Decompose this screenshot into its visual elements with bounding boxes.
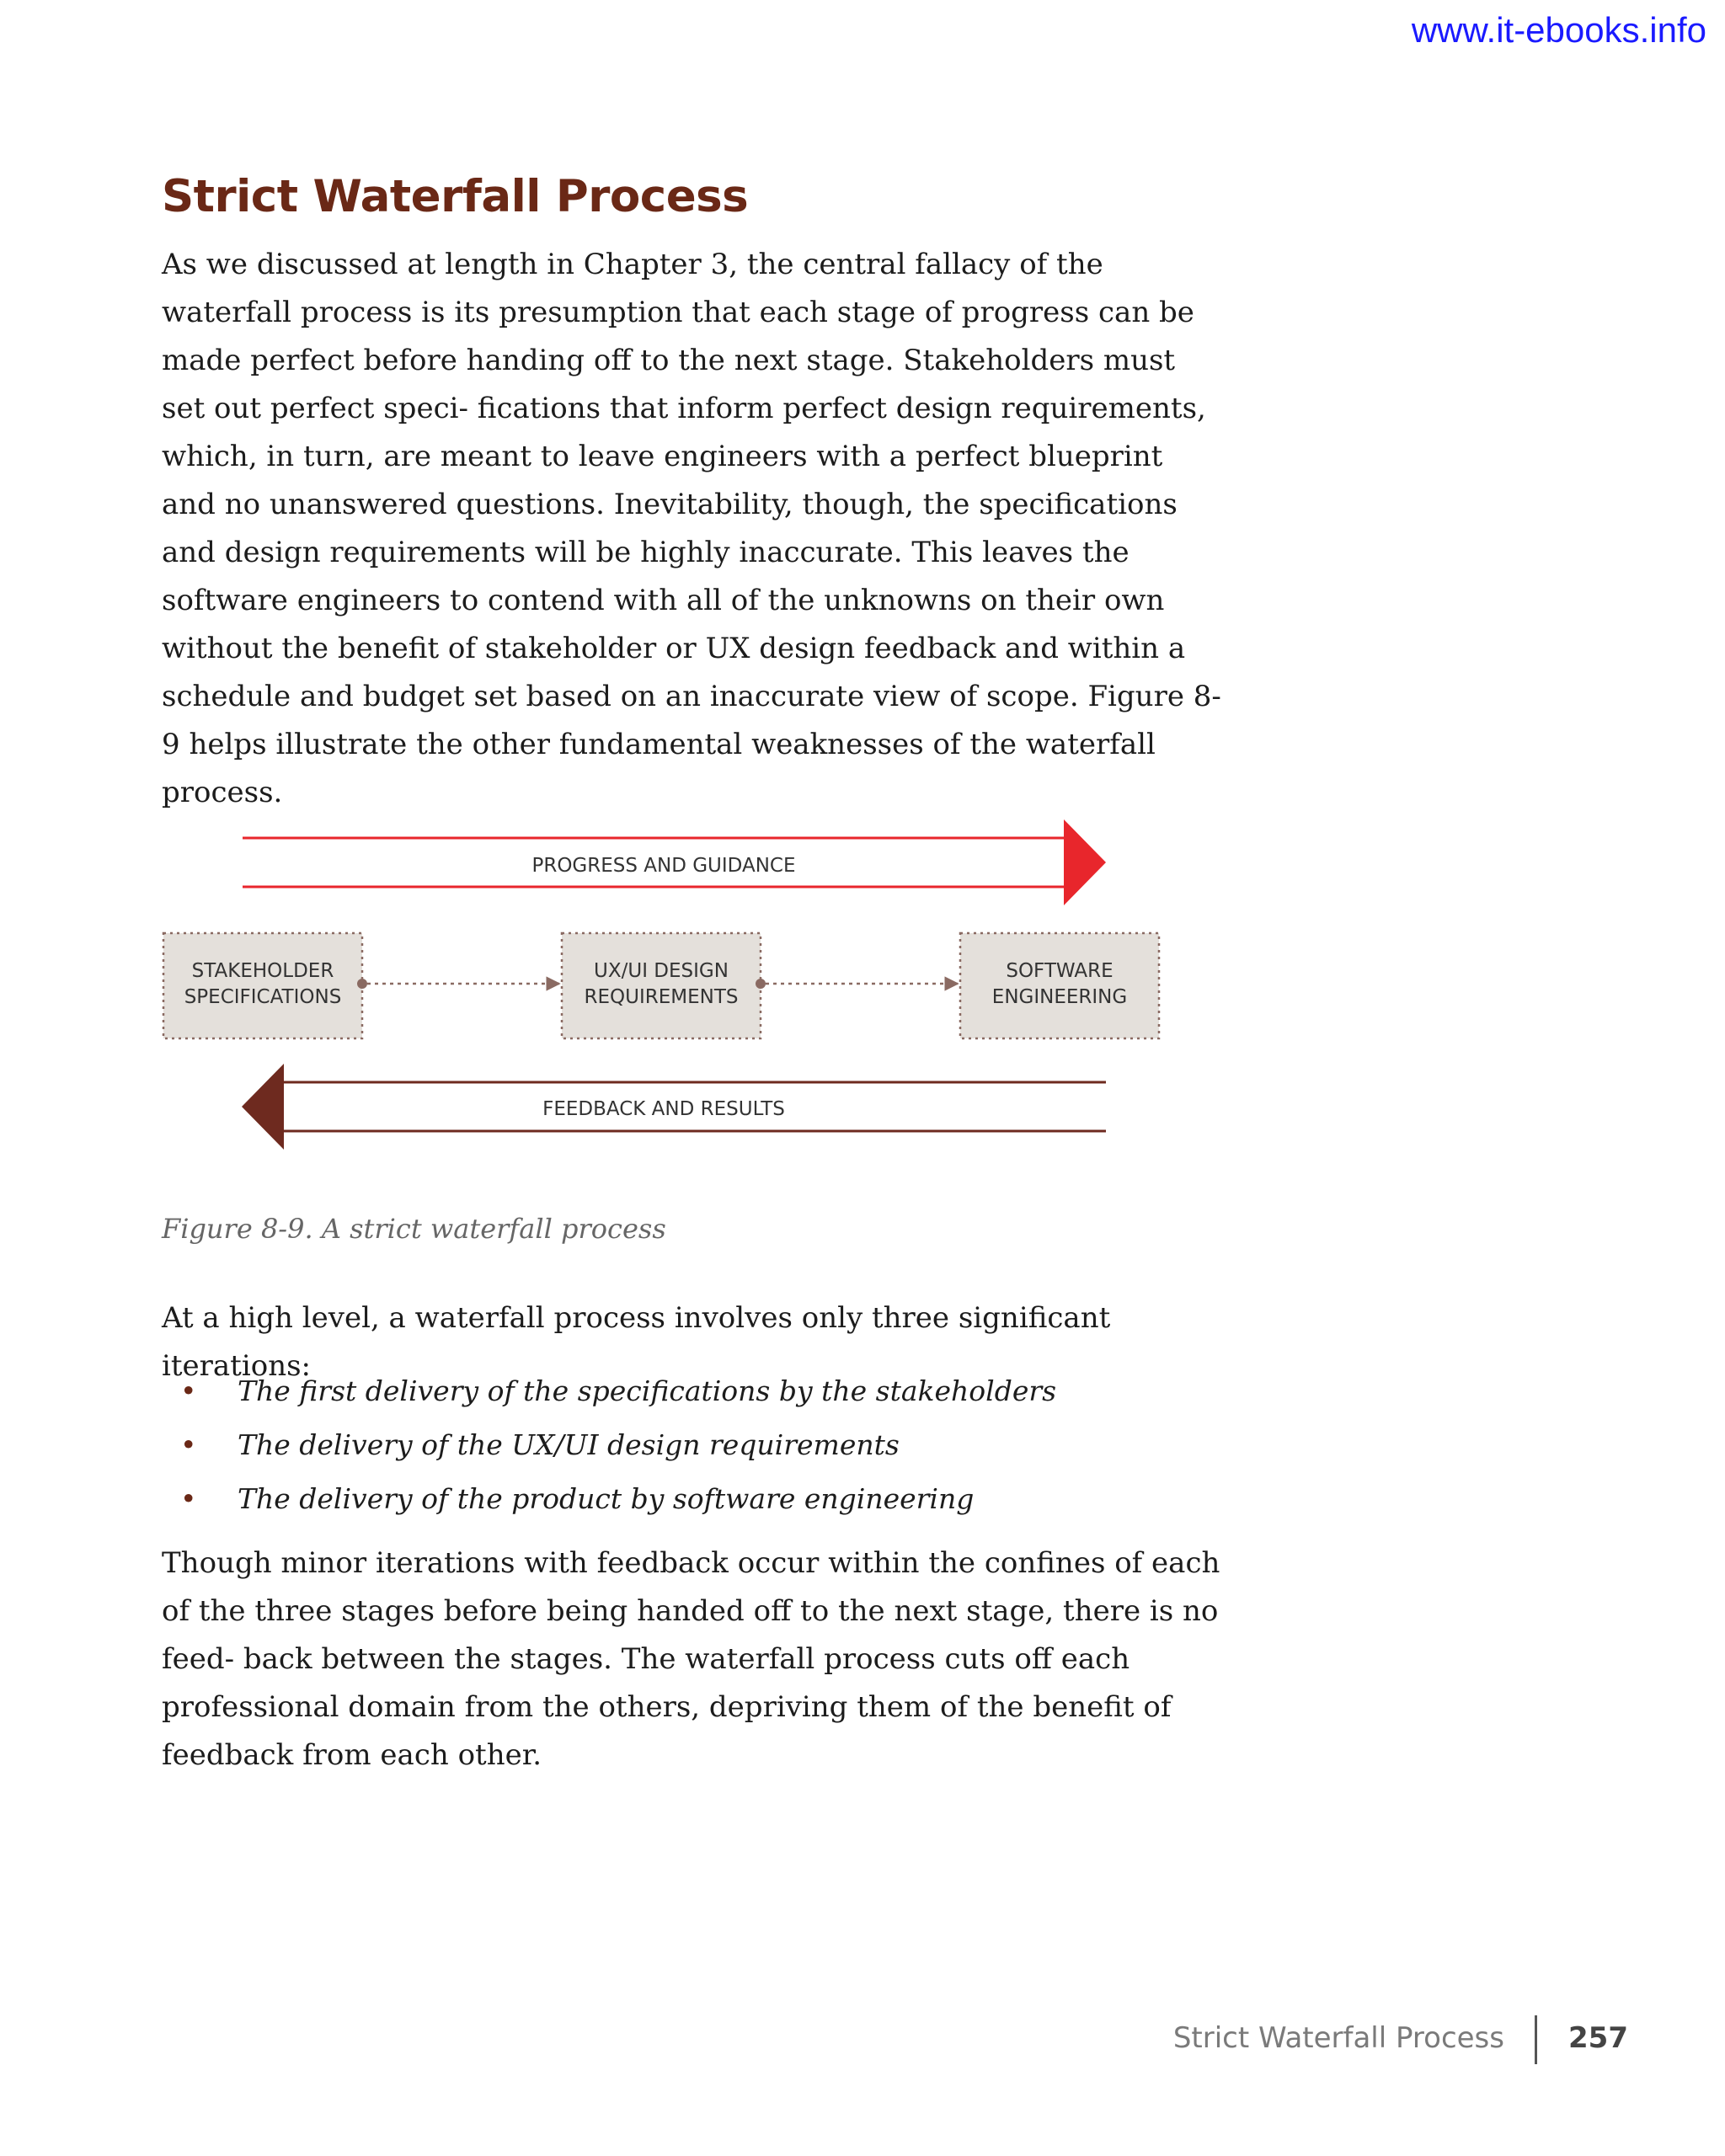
list-item-text: The first delivery of the specifications by the stakeholders (238, 1374, 1057, 1407)
stage-stakeholder-line2: SPECIFICATIONS (184, 986, 342, 1008)
list-item-text: The delivery of the UX/UI design requirements (238, 1428, 900, 1461)
connector-stakeholder-to-uxui (357, 979, 559, 989)
connector-uxui-to-engineering (756, 979, 958, 989)
stage-box-uxui (562, 933, 761, 1038)
stage-uxui-line1: UX/UI DESIGN (594, 960, 729, 982)
feedback-arrow-head (242, 1064, 284, 1150)
progress-arrow (243, 819, 1106, 905)
closing-paragraph: Though minor iterations with feedback occur within the confines of each of the three stages before being handed off to the next stage, there is no feed- back between the stages. The waterfall process cuts off each professional domain from the others, depriving them of the benefit of feedback from each other. (162, 1546, 1220, 1772)
connector-start-dot (357, 979, 367, 989)
list-item (162, 1364, 1056, 1418)
stage-stakeholder-line1: STAKEHOLDER (191, 960, 334, 982)
stage-uxui-line2: REQUIREMENTS (584, 986, 739, 1008)
watermark-link[interactable]: www.it-ebooks.info (1411, 10, 1706, 50)
feedback-arrow (242, 1064, 1106, 1150)
iterations-list (162, 1364, 1056, 1526)
bullet-icon: • (180, 1482, 197, 1515)
feedback-label: FEEDBACK AND RESULTS (542, 1098, 785, 1120)
list-item (162, 1472, 1056, 1526)
stage-box-engineering (960, 933, 1159, 1038)
connector-start-dot (756, 979, 766, 989)
stage-engineering-line2: ENGINEERING (991, 986, 1128, 1008)
waterfall-diagram (152, 808, 1179, 1171)
section-heading: Strict Waterfall Process (162, 171, 749, 222)
footer-divider (1535, 2015, 1537, 2064)
stage-box-stakeholder (163, 933, 362, 1038)
progress-arrow-head (1064, 819, 1106, 905)
running-footer-title: Strict Waterfall Process (1172, 2021, 1504, 2055)
bullet-icon: • (180, 1374, 197, 1407)
progress-label: PROGRESS AND GUIDANCE (531, 855, 796, 877)
bullet-icon: • (180, 1428, 197, 1461)
lead-paragraph: At a high level, a waterfall process involves only three significant iterations: (162, 1301, 1111, 1383)
figure-caption: Figure 8-9. A strict waterfall process (162, 1213, 666, 1245)
list-item-text: The delivery of the product by software engineering (238, 1482, 975, 1515)
list-item (162, 1418, 1056, 1472)
page-number: 257 (1568, 2021, 1628, 2055)
intro-paragraph: As we discussed at length in Chapter 3, the central fallacy of the waterfall process is its presumption that each stage of progress can be made perfect before handing off to the next stage. Stakeholders must set out perfect speci- fications that inform perfect design requirements, which, in turn, are meant to leave engineers with a perfect blueprint and no unanswered questions. Inevitability, though, the specifications and design requirements will be highly inaccurate. This leaves the software engineers to contend with all of the unknowns on their own without the benefit of stakeholder or UX design feedback and within a schedule and budget set based on an inaccurate view of scope. Figure 8-9 helps illustrate the other fundamental weaknesses of the waterfall process. (162, 248, 1221, 809)
stage-engineering-line1: SOFTWARE (1006, 960, 1114, 982)
